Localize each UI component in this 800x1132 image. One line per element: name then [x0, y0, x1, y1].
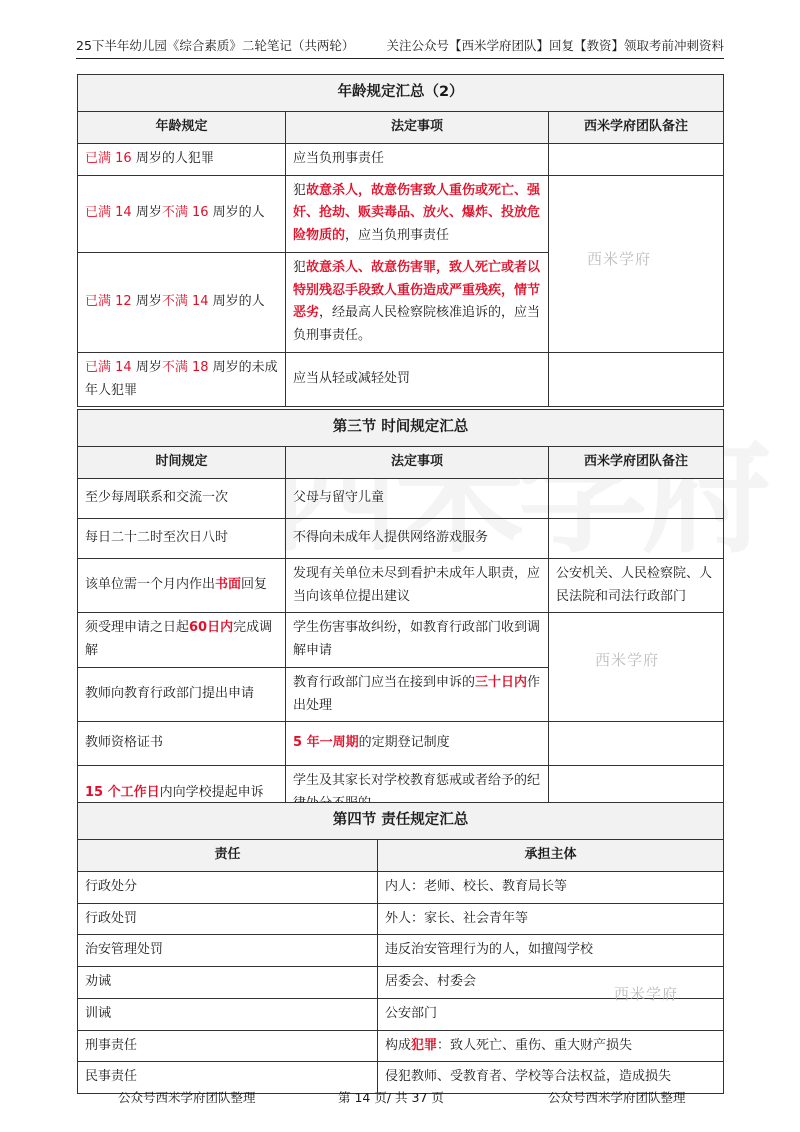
- time-cell: 教师资格证书: [78, 722, 286, 766]
- responsibility-cell: 民事责任: [78, 1062, 378, 1094]
- matter-cell: 发现有关单位未尽到看护未成年人职责，应当向该单位提出建议: [286, 558, 549, 613]
- subject-cell: 违反治安管理行为的人，如擅闯学校: [378, 935, 724, 967]
- matter-cell: 学生及其家长对学校教育惩戒或者给予的纪: [286, 766, 549, 821]
- matter-cell: 犯故意杀人，故意伤害致人重伤或死亡、强奸、抢劫、贩卖毒品、放火、爆炸、投放危险物质的，应当负刑事责任: [286, 175, 549, 252]
- table-row: [78, 871, 724, 903]
- table-row: [78, 722, 724, 766]
- note-cell: [549, 352, 724, 407]
- age-cell: 已满 12 周岁不满 14 周岁的人: [78, 252, 286, 352]
- table-row: [78, 352, 724, 407]
- table-row: [78, 518, 724, 558]
- responsibility-cell: 劝诫: [78, 967, 378, 999]
- table-row: [78, 1030, 724, 1062]
- matter-cell: 学生伤害事故纠纷，如教育行政部门收到调解申请: [286, 613, 549, 668]
- age-cell: 已满 14 周岁不满 16 周岁的人: [78, 175, 286, 252]
- subject-cell: 居委会、村委会 西米学府: [378, 967, 724, 999]
- matter-cell: 不得向未成年人提供网络游戏服务: [286, 518, 549, 558]
- time-cell: 须受理申请之日起60日内完成调解: [78, 613, 286, 668]
- column-header: 西米学府团队备注: [549, 447, 724, 479]
- matter-cell: 应当从轻或减轻处罚: [286, 352, 549, 407]
- note-cell: [549, 175, 724, 352]
- time-cell: 该单位需一个月内作出书面回复: [78, 558, 286, 613]
- column-header: 责任: [78, 840, 378, 872]
- table-row: [78, 903, 724, 935]
- matter-cell: 父母与留守儿童: [286, 478, 549, 518]
- subject-cell: 内人：老师、校长、教育局长等: [378, 871, 724, 903]
- matter-cell: 5 年一周期的定期登记制度: [286, 722, 549, 766]
- watermark-text: 西米学府: [614, 985, 679, 1003]
- subject-cell: 侵犯教师、受教育者、学校等合法权益，造成损失: [378, 1062, 724, 1094]
- responsibility-cell: 刑事责任: [78, 1030, 378, 1062]
- table-row: [78, 613, 724, 668]
- watermark-text: 西米学府: [587, 249, 652, 268]
- table-row: [78, 478, 724, 518]
- column-header: 法定事项: [286, 112, 549, 144]
- time-rules-table: [77, 409, 724, 821]
- note-cell: [549, 143, 724, 175]
- footer-right-text: 公众号西米学府团队整理: [548, 1090, 686, 1105]
- page-number: 第 14 页/ 共 37 页: [338, 1090, 444, 1105]
- table-title: 第四节 责任规定汇总: [78, 803, 724, 840]
- responsibility-cell: 训诫: [78, 998, 378, 1030]
- header-right-text: 关注公众号【西米学府团队】回复【教资】领取考前冲刺资料: [386, 38, 724, 53]
- footer-left-text: 公众号西米学府团队整理: [118, 1090, 256, 1105]
- page-header: [76, 36, 724, 59]
- responsibility-cell: 行政处罚: [78, 903, 378, 935]
- note-cell: [549, 478, 724, 518]
- table-row: [78, 967, 724, 999]
- age-cell: 已满 16 周岁的人犯罪: [78, 143, 286, 175]
- subject-cell: 外人：家长、社会青年等: [378, 903, 724, 935]
- column-header: 时间规定: [78, 447, 286, 479]
- time-cell: 至少每周联系和交流一次: [78, 478, 286, 518]
- column-header: 承担主体: [378, 840, 724, 872]
- table-row: [78, 143, 724, 175]
- responsibility-cell: 治安管理处罚: [78, 935, 378, 967]
- column-header: 西米学府团队备注: [549, 112, 724, 144]
- time-cell: 15 个工作日内向学校提起申诉: [78, 766, 286, 821]
- matter-cell: 应当负刑事责任: [286, 143, 549, 175]
- table-row: [78, 935, 724, 967]
- responsibility-table: [77, 802, 724, 1094]
- note-cell: [549, 518, 724, 558]
- responsibility-cell: 行政处分: [78, 871, 378, 903]
- matter-cell: 犯故意杀人、故意伤害罪，致人死亡或者以特别残忍手段致人重伤造成严重残疾，情节恶劣，经最高人民检察院核准追诉的，应当负刑事责任。: [286, 252, 549, 352]
- table-row: [78, 175, 724, 252]
- subject-cell: 公安部门: [378, 998, 724, 1030]
- time-cell: 教师向教育行政部门提出申请: [78, 667, 286, 722]
- subject-cell: 构成犯罪：致人死亡、重伤、重大财产损失: [378, 1030, 724, 1062]
- note-cell: 公安机关、人民检察院、人民法院和司法行政部门: [549, 558, 724, 613]
- watermark-text: 西米学府: [595, 651, 660, 670]
- age-cell: 已满 14 周岁不满 18 周岁的未成年人犯罪: [78, 352, 286, 407]
- table-title: 年龄规定汇总（2）: [78, 75, 724, 112]
- time-cell: 每日二十二时至次日八时: [78, 518, 286, 558]
- table-row: [78, 558, 724, 613]
- table-title: 第三节 时间规定汇总: [78, 410, 724, 447]
- note-cell: [549, 722, 724, 766]
- column-header: 法定事项: [286, 447, 549, 479]
- note-cell: [549, 613, 724, 722]
- matter-cell: 教育行政部门应当在接到申诉的三十日内作出处理: [286, 667, 549, 722]
- header-left-text: 25下半年幼儿园《综合素质》二轮笔记（共两轮）: [76, 38, 355, 53]
- age-rules-table: [77, 74, 724, 407]
- column-header: 年龄规定: [78, 112, 286, 144]
